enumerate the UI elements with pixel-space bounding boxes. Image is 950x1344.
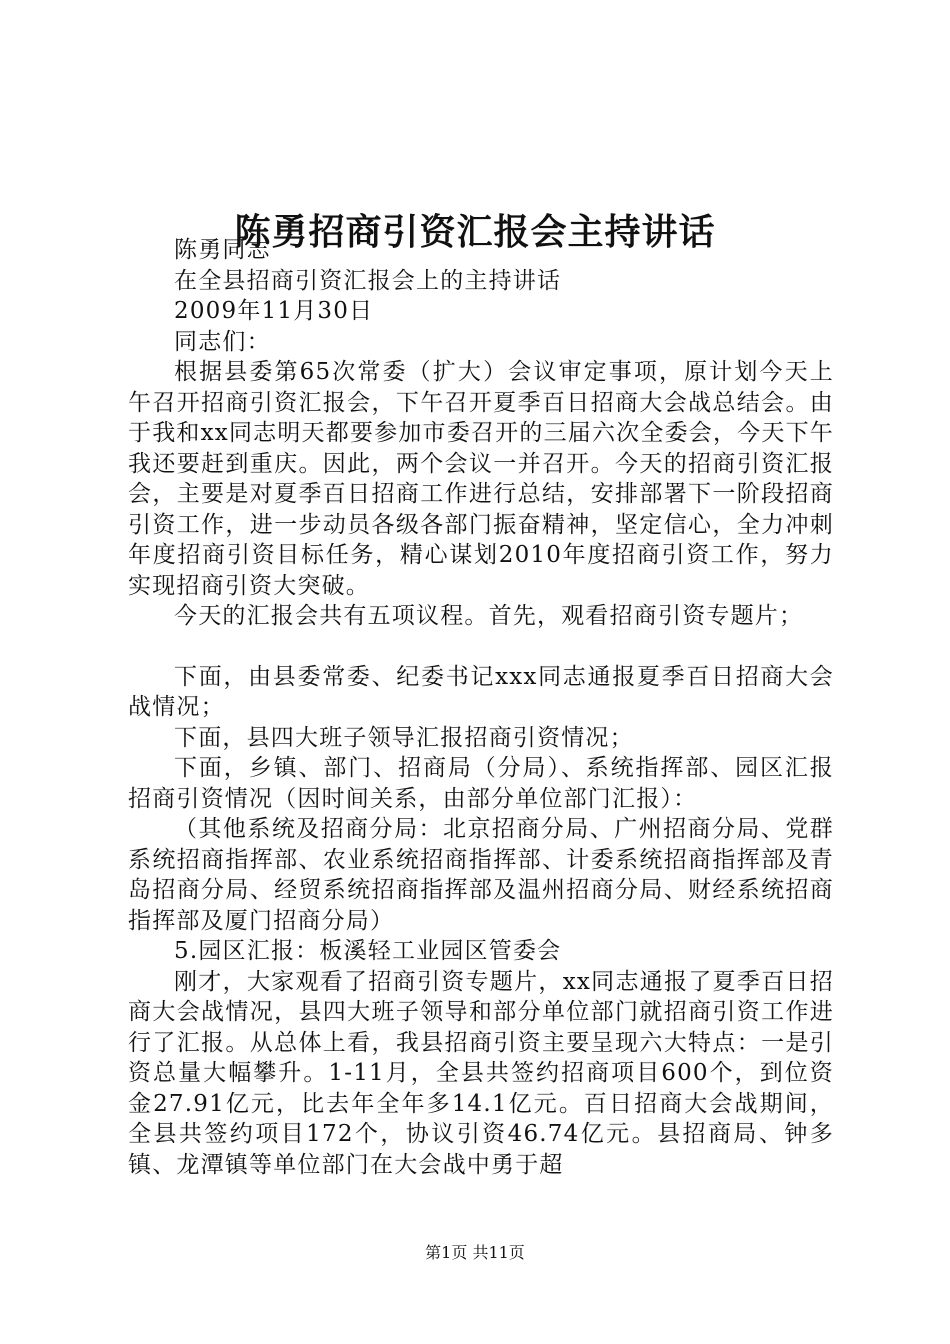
blank-line xyxy=(128,632,834,662)
document-body xyxy=(128,235,834,1180)
date-line: 2009年11月30日 xyxy=(174,298,374,324)
paragraph: 下面，县四大班子领导汇报招商引资情况； xyxy=(174,724,634,751)
salutation: 同志们： xyxy=(174,328,271,355)
subtitle-line: 在全县招商引资汇报会上的主持讲话 xyxy=(174,267,562,294)
paragraph: 根据县委第65次常委（扩大）会议审定事项，原计划今天上午召开招商引资汇报会，下午召开夏季百日招商大会战总结会。由于我和xx同志明天都要参加市委召开的三届六次全委会，今天下午我还要赶到重庆。因此，两个会议一并召开。今天的招商引资汇报会，主要是对夏季百日招商工作进行总结，安排部署下一阶段招商引资工作，进一步动员各级各部门振奋精神，坚定信心，全力冲刺年度招商引资目标任务，精心谋划2010年度招商引资工作，努力实现招商引资大突破。 xyxy=(128,359,834,599)
page-number: 第1页 共11页 xyxy=(425,1243,525,1262)
paragraph: 刚才，大家观看了招商引资专题片，xx同志通报了夏季百日招商大会战情况，县四大班子领导和部分单位部门就招商引资工作进行了汇报。从总体上看，我县招商引资主要呈现六大特点：一是引资总量大幅攀升。1-11月，全县共签约招商项目600个，到位资金27.91亿元，比去年全年多14.1亿元。百日招商大会战期间，全县共签约项目172个，协议引资46.74亿元。县招商局、钟多镇、龙潭镇等单位部门在大会战中勇于超 xyxy=(128,968,834,1178)
paragraph: 5.园区汇报：板溪轻工业园区管委会 xyxy=(174,938,562,964)
author-line: 陈勇同志 xyxy=(174,237,271,263)
paragraph: 今天的汇报会共有五项议程。首先，观看招商引资专题片； xyxy=(174,603,804,629)
paragraph: （其他系统及招商分局：北京招商分局、广州招商分局、党群系统招商指挥部、农业系统招商指挥部、计委系统招商指挥部及青岛招商分局、经贸系统招商指挥部及温州招商分局、财经系统招商指挥部及厦门招商分局） xyxy=(128,816,834,934)
document-title: 陈勇招商引资汇报会主持讲话 xyxy=(234,211,716,254)
paragraph: 下面，乡镇、部门、招商局（分局）、系统指挥部、园区汇报招商引资情况（因时间关系，由部分单位部门汇报）： xyxy=(128,755,834,812)
paragraph: 下面，由县委常委、纪委书记xxx同志通报夏季百日招商大会战情况； xyxy=(128,663,834,720)
